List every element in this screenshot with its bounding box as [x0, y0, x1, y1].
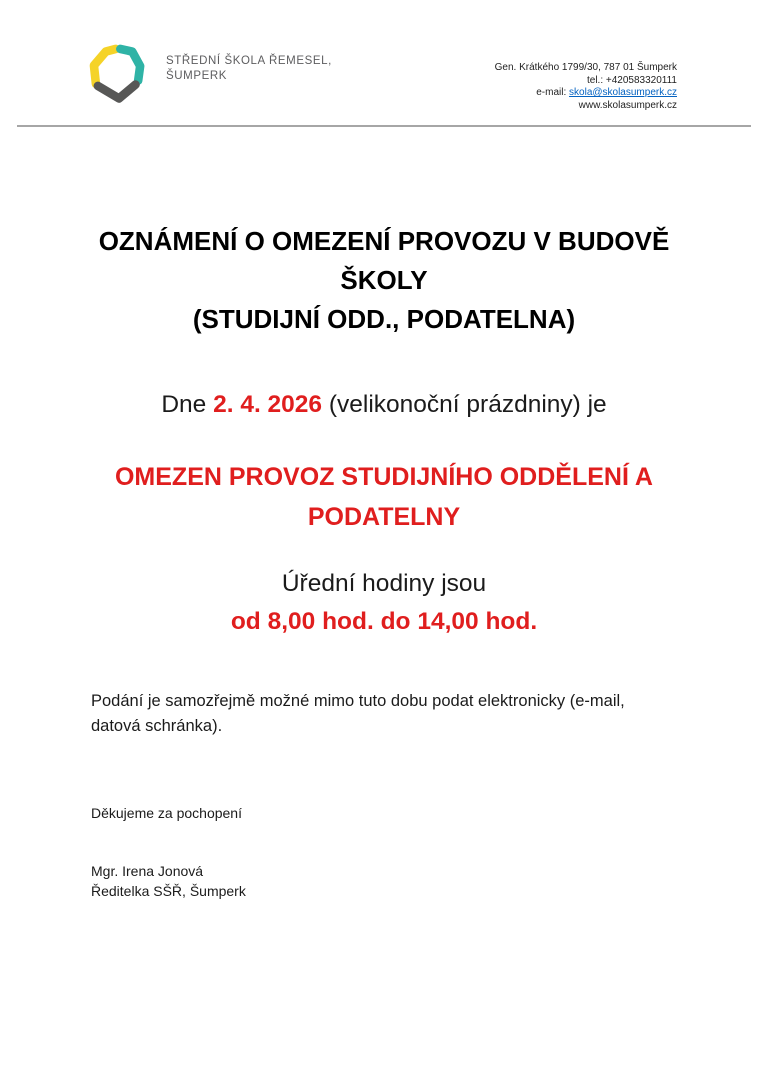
contact-phone: tel.: +420583320111 [587, 74, 677, 86]
notice-title-line3: (STUDIJNÍ ODD., PODATELNA) [192, 304, 576, 334]
header-divider [17, 125, 751, 127]
contact-website: www.skolasumperk.cz [578, 99, 677, 111]
date-prefix: Dne [161, 391, 214, 418]
contact-email-label: e-mail: [536, 87, 570, 98]
school-logo-icon [88, 43, 154, 109]
contact-email-link[interactable]: skola@skolasumperk.cz [569, 87, 677, 98]
contact-address: Gen. Krátkého 1799/30, 787 01 Šumperk [494, 62, 677, 73]
office-hours-label: Úřední hodiny jsou [281, 570, 487, 597]
date-value: 2. 4. 2026 [213, 391, 323, 418]
restriction-line2: PODATELNY [307, 503, 461, 531]
school-name-line1: STŘEDNÍ ŠKOLA ŘEMESEL, [166, 55, 332, 67]
signature-title: Ředitelka SŠŘ, Šumperk [91, 883, 246, 899]
notice-title [91, 222, 677, 339]
signature-block [91, 861, 677, 901]
contact-block [495, 62, 677, 112]
office-hours-value: od 8,00 hod. do 14,00 hod. [230, 608, 538, 635]
signature-name: Mgr. Irena Jonová [91, 863, 204, 879]
electronic-submission-note: Podání je samozřejmě možné mimo tuto dobu podat elektronicky (e-mail, datová schránka). [91, 692, 625, 735]
thanks-line: Děkujeme za pochopení [91, 805, 242, 821]
school-name-line2: ŠUMPERK [166, 70, 228, 82]
notice-title-line2: ŠKOLY [340, 265, 428, 295]
restriction-line1: OMEZEN PROVOZ STUDIJNÍHO ODDĚLENÍ A [114, 463, 653, 491]
date-line [91, 386, 677, 424]
restriction-heading [91, 457, 677, 537]
letterhead [0, 0, 768, 125]
office-hours [91, 565, 677, 641]
school-name [166, 54, 332, 84]
notice-title-line1: OZNÁMENÍ O OMEZENÍ PROVOZU V BUDOVĚ [98, 226, 670, 256]
contact-email-line [495, 87, 677, 100]
date-suffix: (velikonoční prázdniny) je [322, 391, 607, 418]
notice-body [0, 222, 768, 901]
